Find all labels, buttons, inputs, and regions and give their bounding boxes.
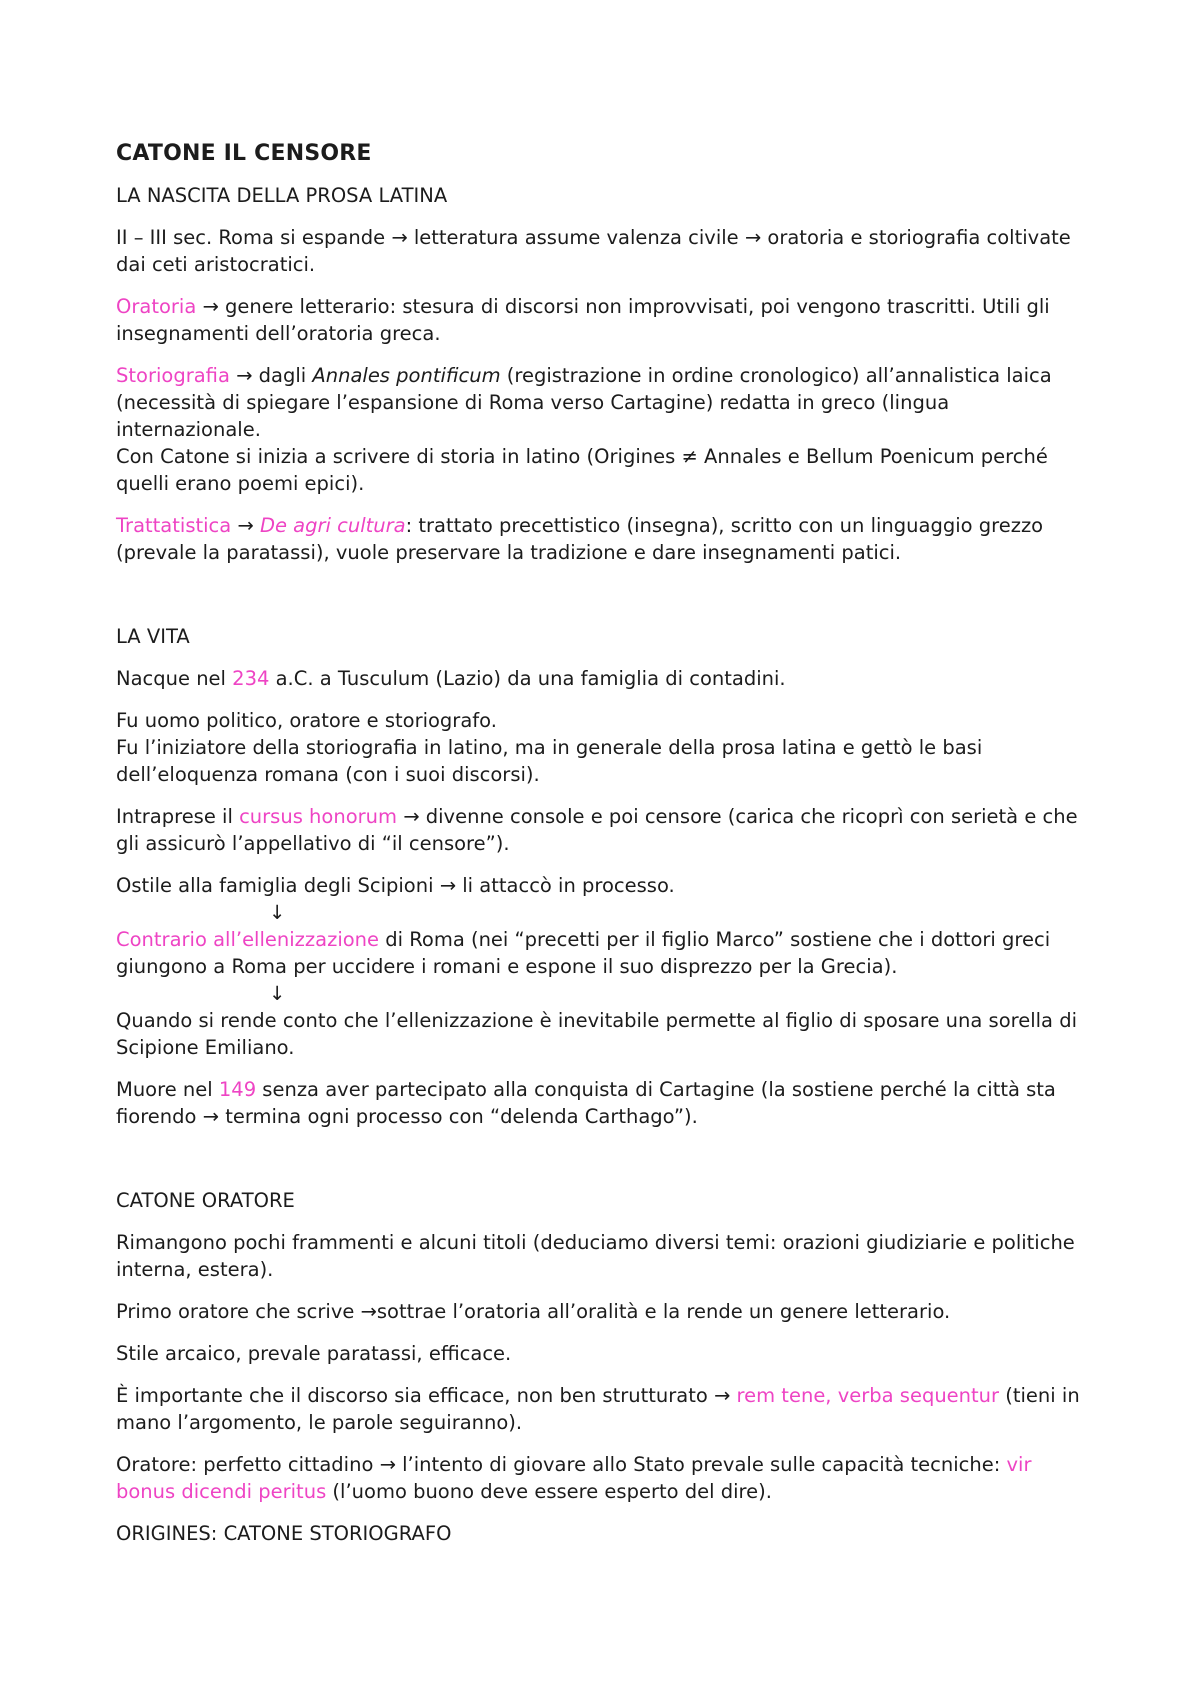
paragraph-text: → genere letterario: stesura di discorsi non improvvisati, poi vengono trascritti. Utili gli insegnamenti dell’oratoria greca.: [116, 295, 1050, 345]
section-heading-la-vita: LA VITA: [116, 625, 190, 648]
paragraph-vir-bonus: [116, 1451, 1096, 1505]
section-spacer: [116, 581, 1096, 623]
highlight-term-cursus-honorum: cursus honorum: [239, 805, 398, 828]
paragraph-scipioni: [116, 872, 1096, 1061]
paragraph-frammenti: [116, 1229, 1096, 1283]
paragraph-text: (l’uomo buono deve essere esperto del dire).: [326, 1480, 772, 1503]
paragraph-rem-tene: [116, 1382, 1096, 1436]
highlight-year-birth: 234: [232, 667, 270, 690]
paragraph-text: Intraprese il: [116, 805, 240, 828]
highlight-term-rem-tene: rem tene, verba sequentur: [736, 1384, 1000, 1407]
paragraph-nascita: [116, 665, 1096, 692]
paragraph-text: Oratore: perfetto cittadino → l’intento di giovare allo Stato prevale sulle capacità tecniche:: [116, 1453, 1007, 1476]
paragraph-cursus-honorum: [116, 803, 1096, 857]
paragraph-text: Fu uomo politico, oratore e storiografo.: [116, 709, 497, 732]
highlight-term-storiografia: Storiografia: [116, 364, 230, 387]
italic-annales-pontificum: Annales pontificum: [312, 364, 501, 387]
paragraph-text: senza aver partecipato alla conquista di Cartagine (la sostiene perché la città sta fiorendo → termina ogni processo con “delenda Carthago”).: [116, 1078, 1056, 1128]
paragraph-text: È importante che il discorso sia efficace, non ben strutturato →: [116, 1384, 737, 1407]
paragraph-text: di Roma (nei “precetti per il figlio Marco” sostiene che i dottori greci giungono a Roma per uccidere i romani e espone il suo disprezzo per la Grecia).: [116, 928, 1051, 978]
paragraph-text: Primo oratore che scrive →sottrae l’oratoria all’oralità e la rende un genere letterario.: [116, 1300, 951, 1323]
paragraph-text: Muore nel: [116, 1078, 219, 1101]
paragraph-trattatistica: [116, 512, 1096, 566]
paragraph-text: → dagli: [229, 364, 313, 387]
paragraph-text: Nacque nel: [116, 667, 233, 690]
document-page: [116, 140, 1096, 1562]
paragraph-primo-oratore: [116, 1298, 1096, 1325]
paragraph-text: Ostile alla famiglia degli Scipioni → li attaccò in processo.: [116, 874, 675, 897]
paragraph-text: (registrazione in ordine cronologico) all’annalistica laica (necessità di spiegare l’espansione di Roma verso Cartagine) redatta in greco (lingua internazionale.: [116, 364, 1052, 441]
paragraph-text: II – III sec. Roma si espande → letteratura assume valenza civile → oratoria e storiografia coltivate dai ceti aristocratici.: [116, 226, 1071, 276]
paragraph-morte: [116, 1076, 1096, 1130]
paragraph-text: : trattato precettistico (insegna), scritto con un linguaggio grezzo (prevale la paratassi), vuole preservare la tradizione e dare insegnamenti patici.: [116, 514, 1044, 564]
down-arrow-icon: ↓: [269, 901, 286, 924]
section-heading-catone-oratore: CATONE ORATORE: [116, 1189, 295, 1212]
paragraph-text: Con Catone si inizia a scrivere di storia in latino (Origines ≠ Annales e Bellum Poenicum perché quelli erano poemi epici).: [116, 445, 1048, 495]
italic-de-agri-cultura: De agri cultura: [259, 514, 406, 537]
section-heading-origines: ORIGINES: CATONE STORIOGRAFO: [116, 1522, 452, 1545]
paragraph-text: a.C. a Tusculum (Lazio) da una famiglia di contadini.: [269, 667, 786, 690]
paragraph-text: Fu l’iniziatore della storiografia in latino, ma in generale della prosa latina e gettò le basi dell’eloquenza romana (con i suoi discorsi).: [116, 736, 983, 786]
highlight-term-oratoria: Oratoria: [116, 295, 197, 318]
paragraph-oratoria: [116, 293, 1096, 347]
paragraph-text: Stile arcaico, prevale paratassi, efficace.: [116, 1342, 512, 1365]
down-arrow-icon: ↓: [269, 982, 286, 1005]
paragraph-text: Rimangono pochi frammenti e alcuni titoli (deduciamo diversi temi: orazioni giudiziarie e politiche interna, estera).: [116, 1231, 1075, 1281]
highlight-year-death: 149: [218, 1078, 257, 1101]
section-heading-nascita-prosa: LA NASCITA DELLA PROSA LATINA: [116, 184, 448, 207]
paragraph-text: → divenne console e poi censore (carica che ricoprì con serietà e che gli assicurò l’appellativo di “il censore”).: [116, 805, 1078, 855]
paragraph-storiografia: [116, 362, 1096, 497]
document-title: CATONE IL CENSORE: [116, 141, 372, 166]
paragraph-politico: [116, 707, 1096, 788]
paragraph-espansione-roma: [116, 224, 1096, 278]
highlight-term-ellenizzazione: Contrario all’ellenizzazione: [116, 928, 380, 951]
highlight-term-vir-bonus: vir bonus dicendi peritus: [116, 1453, 1032, 1503]
paragraph-text: (tieni in mano l’argomento, le parole seguiranno).: [116, 1384, 1080, 1434]
section-spacer: [116, 1145, 1096, 1187]
paragraph-text: →: [231, 514, 260, 537]
highlight-term-trattatistica: Trattatistica: [116, 514, 232, 537]
paragraph-stile: [116, 1340, 1096, 1367]
paragraph-text: Quando si rende conto che l’ellenizzazione è inevitabile permette al figlio di sposare una sorella di Scipione Emiliano.: [116, 1009, 1077, 1059]
